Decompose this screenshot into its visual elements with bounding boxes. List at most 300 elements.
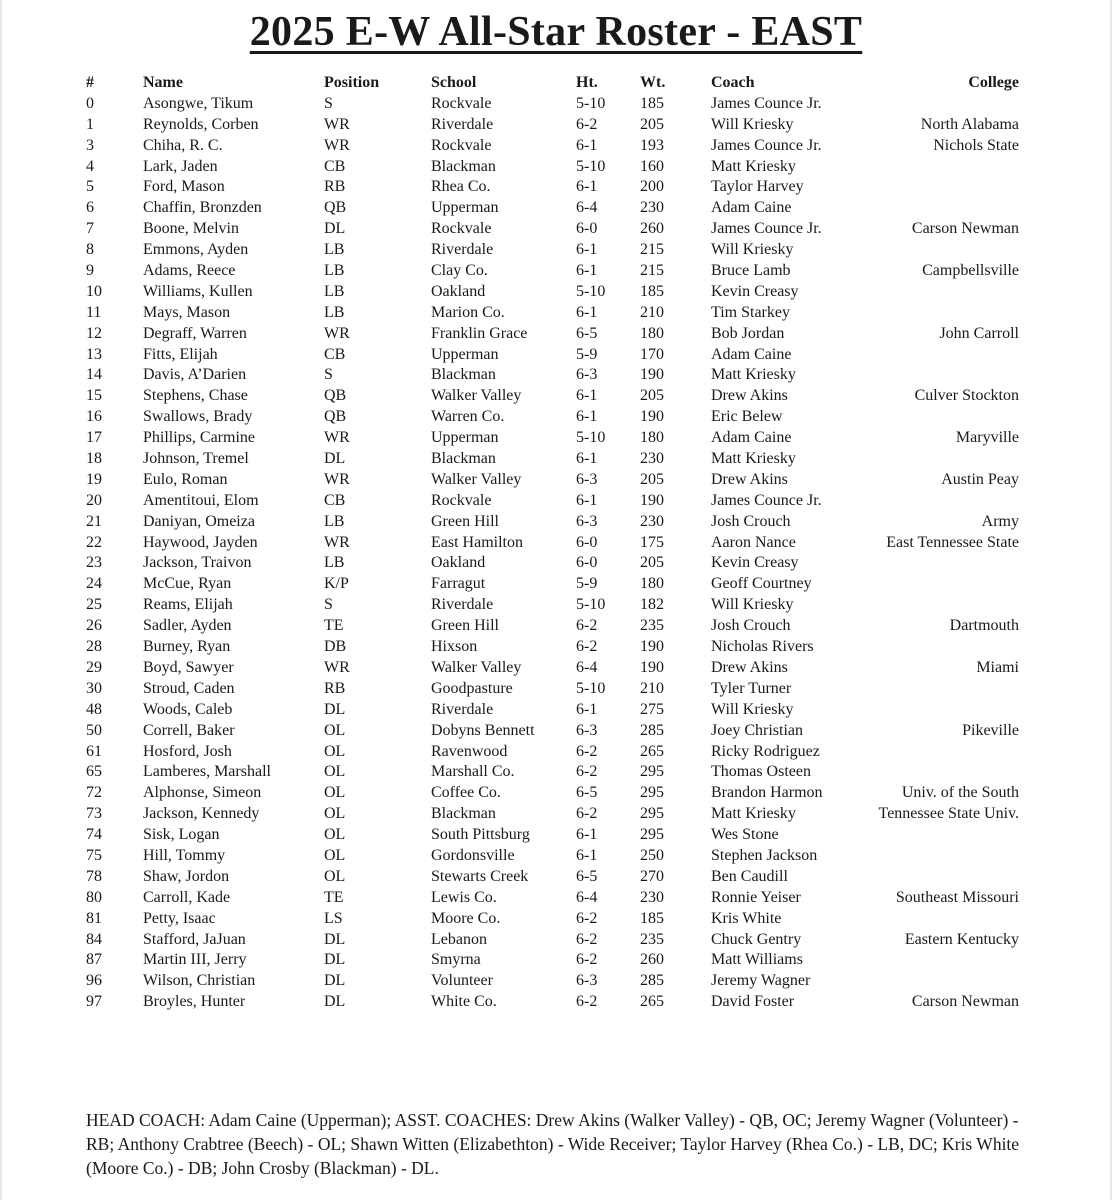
table-row xyxy=(0,198,1112,219)
player-height: 6-1 xyxy=(576,136,598,154)
player-coach: Wes Stone xyxy=(711,826,779,844)
player-school: Marion Co. xyxy=(431,303,505,321)
player-coach: Kris White xyxy=(711,909,782,927)
player-number: 14 xyxy=(86,366,102,384)
player-number: 48 xyxy=(86,700,102,718)
player-school: Warren Co. xyxy=(431,408,505,426)
player-position: DB xyxy=(324,638,347,656)
player-name: Jackson, Traivon xyxy=(143,554,252,572)
player-number: 0 xyxy=(86,94,94,112)
player-weight: 265 xyxy=(640,993,664,1011)
player-position: DL xyxy=(324,450,346,468)
player-school: Green Hill xyxy=(431,617,499,635)
player-school: Rockvale xyxy=(431,94,492,112)
table-row xyxy=(0,637,1112,658)
player-number: 50 xyxy=(86,721,102,739)
player-coach: Stephen Jackson xyxy=(711,846,818,864)
player-weight: 295 xyxy=(640,826,664,844)
player-school: Upperman xyxy=(431,345,499,363)
player-name: Stroud, Caden xyxy=(143,679,235,697)
player-height: 6-2 xyxy=(576,742,598,760)
player-position: LB xyxy=(324,512,345,530)
player-coach: Josh Crouch xyxy=(711,512,791,530)
player-college: Dartmouth xyxy=(949,617,1019,635)
player-height: 5-9 xyxy=(576,575,598,593)
table-row xyxy=(0,94,1112,115)
player-school: Blackman xyxy=(431,366,496,384)
player-school: East Hamilton xyxy=(431,533,523,551)
player-position: DL xyxy=(324,700,346,718)
player-college: Eastern Kentucky xyxy=(904,930,1019,948)
player-height: 6-2 xyxy=(576,115,598,133)
player-coach: Matt Kriesky xyxy=(711,450,796,468)
player-number: 17 xyxy=(86,429,102,447)
player-name: Fitts, Elijah xyxy=(143,345,218,363)
player-school: Walker Valley xyxy=(431,658,522,676)
player-position: OL xyxy=(324,805,346,823)
player-college: Austin Peay xyxy=(941,470,1019,488)
player-number: 19 xyxy=(86,470,102,488)
player-height: 6-1 xyxy=(576,387,598,405)
player-college: North Alabama xyxy=(920,115,1019,133)
player-name: Carroll, Kade xyxy=(143,888,231,906)
player-school: White Co. xyxy=(431,993,497,1011)
player-name: Amentitoui, Elom xyxy=(143,491,259,509)
player-name: Boyd, Sawyer xyxy=(143,658,234,676)
player-weight: 295 xyxy=(640,763,664,781)
player-name: Chaffin, Bronzden xyxy=(143,199,262,217)
player-position: WR xyxy=(324,533,350,551)
table-row xyxy=(0,971,1112,992)
player-college: Pikeville xyxy=(962,721,1019,739)
player-school: Volunteer xyxy=(431,972,493,990)
player-school: Rockvale xyxy=(431,136,492,154)
player-school: Riverdale xyxy=(431,700,494,718)
player-position: OL xyxy=(324,721,346,739)
player-weight: 205 xyxy=(640,115,664,133)
player-weight: 230 xyxy=(640,512,664,530)
player-school: Upperman xyxy=(431,199,499,217)
table-row xyxy=(0,679,1112,700)
player-name: McCue, Ryan xyxy=(143,575,232,593)
table-row xyxy=(0,219,1112,240)
player-college: John Carroll xyxy=(939,324,1019,342)
player-coach: Drew Akins xyxy=(711,658,788,676)
table-row xyxy=(0,345,1112,366)
player-college: Univ. of the South xyxy=(901,784,1019,802)
player-height: 6-1 xyxy=(576,262,598,280)
player-position: DL xyxy=(324,930,346,948)
player-position: LB xyxy=(324,554,345,572)
player-number: 30 xyxy=(86,679,102,697)
player-height: 6-2 xyxy=(576,763,598,781)
header-weight: Wt. xyxy=(640,74,666,91)
player-school: Oakland xyxy=(431,554,486,572)
player-college: Carson Newman xyxy=(911,220,1019,238)
player-school: Green Hill xyxy=(431,512,499,530)
table-row xyxy=(0,846,1112,867)
table-row xyxy=(0,553,1112,574)
player-height: 5-10 xyxy=(576,157,606,175)
table-row xyxy=(0,930,1112,951)
player-number: 7 xyxy=(86,220,94,238)
player-coach: Taylor Harvey xyxy=(711,178,804,196)
player-name: Boone, Melvin xyxy=(143,220,239,238)
player-college: East Tennessee State xyxy=(886,533,1019,551)
player-weight: 175 xyxy=(640,533,664,551)
player-number: 22 xyxy=(86,533,102,551)
player-coach: James Counce Jr. xyxy=(711,94,822,112)
player-number: 13 xyxy=(86,345,102,363)
player-position: DL xyxy=(324,972,346,990)
table-row xyxy=(0,407,1112,428)
table-row xyxy=(0,449,1112,470)
player-weight: 190 xyxy=(640,366,664,384)
player-coach: Josh Crouch xyxy=(711,617,791,635)
player-coach: Will Kriesky xyxy=(711,115,794,133)
player-position: CB xyxy=(324,345,346,363)
player-height: 6-4 xyxy=(576,199,598,217)
table-row xyxy=(0,867,1112,888)
player-weight: 230 xyxy=(640,888,664,906)
table-row xyxy=(0,324,1112,345)
table-row xyxy=(0,721,1112,742)
player-weight: 205 xyxy=(640,554,664,572)
player-position: LB xyxy=(324,303,345,321)
player-coach: Brandon Harmon xyxy=(711,784,823,802)
player-coach: Ben Caudill xyxy=(711,867,788,885)
table-row xyxy=(0,595,1112,616)
player-number: 23 xyxy=(86,554,102,572)
player-school: Riverdale xyxy=(431,115,494,133)
player-coach: Bob Jordan xyxy=(711,324,785,342)
player-weight: 285 xyxy=(640,972,664,990)
player-number: 24 xyxy=(86,575,102,593)
player-name: Emmons, Ayden xyxy=(143,241,249,259)
player-name: Correll, Baker xyxy=(143,721,235,739)
player-number: 25 xyxy=(86,596,102,614)
player-height: 6-4 xyxy=(576,888,598,906)
player-position: DL xyxy=(324,220,346,238)
player-school: Smyrna xyxy=(431,951,481,969)
player-school: Upperman xyxy=(431,429,499,447)
player-coach: Aaron Nance xyxy=(711,533,796,551)
player-name: Wilson, Christian xyxy=(143,972,256,990)
player-number: 96 xyxy=(86,972,102,990)
player-coach: Will Kriesky xyxy=(711,700,794,718)
player-weight: 182 xyxy=(640,596,664,614)
player-coach: Nicholas Rivers xyxy=(711,638,814,656)
player-height: 6-3 xyxy=(576,721,598,739)
page-title: 2025 E-W All-Star Roster - EAST xyxy=(249,9,863,55)
player-name: Alphonse, Simeon xyxy=(143,784,262,802)
player-height: 6-3 xyxy=(576,512,598,530)
header-coach: Coach xyxy=(711,74,755,91)
table-row xyxy=(0,533,1112,554)
player-number: 6 xyxy=(86,199,94,217)
player-coach: Adam Caine xyxy=(711,429,792,447)
player-school: Clay Co. xyxy=(431,262,488,280)
table-row xyxy=(0,491,1112,512)
player-school: Farragut xyxy=(431,575,486,593)
player-position: RB xyxy=(324,178,346,196)
player-name: Daniyan, Omeiza xyxy=(143,512,255,530)
player-weight: 295 xyxy=(640,784,664,802)
player-number: 87 xyxy=(86,951,102,969)
player-weight: 275 xyxy=(640,700,664,718)
player-height: 6-5 xyxy=(576,324,598,342)
player-height: 6-5 xyxy=(576,867,598,885)
player-height: 5-9 xyxy=(576,345,598,363)
player-coach: Thomas Osteen xyxy=(711,763,811,781)
player-position: OL xyxy=(324,867,346,885)
player-name: Hill, Tommy xyxy=(143,846,226,864)
player-college: Tennessee State Univ. xyxy=(878,805,1019,823)
player-position: OL xyxy=(324,826,346,844)
player-school: Oakland xyxy=(431,282,486,300)
player-number: 3 xyxy=(86,136,94,154)
player-weight: 250 xyxy=(640,846,664,864)
player-number: 75 xyxy=(86,846,102,864)
player-school: Coffee Co. xyxy=(431,784,501,802)
player-school: Moore Co. xyxy=(431,909,501,927)
player-school: South Pittsburg xyxy=(431,826,530,844)
player-school: Rockvale xyxy=(431,491,492,509)
table-row xyxy=(0,658,1112,679)
player-college: Army xyxy=(981,512,1019,530)
player-position: S xyxy=(324,596,333,614)
player-height: 6-1 xyxy=(576,178,598,196)
player-weight: 205 xyxy=(640,470,664,488)
player-height: 5-10 xyxy=(576,679,606,697)
player-number: 8 xyxy=(86,241,94,259)
player-position: CB xyxy=(324,157,346,175)
player-height: 6-2 xyxy=(576,617,598,635)
player-position: WR xyxy=(324,115,350,133)
header-name: Name xyxy=(143,74,183,91)
player-weight: 185 xyxy=(640,94,664,112)
table-row xyxy=(0,177,1112,198)
player-height: 5-10 xyxy=(576,94,606,112)
player-coach: James Counce Jr. xyxy=(711,491,822,509)
player-name: Shaw, Jordon xyxy=(143,867,230,885)
player-coach: Will Kriesky xyxy=(711,241,794,259)
player-coach: Bruce Lamb xyxy=(711,262,791,280)
player-height: 6-2 xyxy=(576,805,598,823)
table-row xyxy=(0,512,1112,533)
player-number: 26 xyxy=(86,617,102,635)
player-school: Lebanon xyxy=(431,930,487,948)
player-height: 6-1 xyxy=(576,826,598,844)
player-name: Sisk, Logan xyxy=(143,826,220,844)
player-school: Goodpasture xyxy=(431,679,513,697)
player-number: 61 xyxy=(86,742,102,760)
player-coach: Matt Kriesky xyxy=(711,366,796,384)
player-coach: Matt Williams xyxy=(711,951,803,969)
player-school: Riverdale xyxy=(431,241,494,259)
player-name: Ford, Mason xyxy=(143,178,225,196)
player-position: DL xyxy=(324,951,346,969)
player-weight: 160 xyxy=(640,157,664,175)
player-position: OL xyxy=(324,742,346,760)
player-coach: Jeremy Wagner xyxy=(711,972,811,990)
player-height: 6-2 xyxy=(576,909,598,927)
player-weight: 230 xyxy=(640,450,664,468)
player-school: Stewarts Creek xyxy=(431,867,529,885)
player-name: Hosford, Josh xyxy=(143,742,232,760)
player-school: Hixson xyxy=(431,638,478,656)
table-row xyxy=(0,470,1112,491)
table-row xyxy=(0,804,1112,825)
player-name: Johnson, Tremel xyxy=(143,450,249,468)
player-height: 6-1 xyxy=(576,700,598,718)
player-weight: 193 xyxy=(640,136,664,154)
player-school: Gordonsville xyxy=(431,846,515,864)
player-name: Haywood, Jayden xyxy=(143,533,258,551)
player-school: Lewis Co. xyxy=(431,888,497,906)
player-position: TE xyxy=(324,617,344,635)
player-college: Nichols State xyxy=(933,136,1019,154)
player-position: LB xyxy=(324,241,345,259)
player-number: 18 xyxy=(86,450,102,468)
player-number: 81 xyxy=(86,909,102,927)
player-weight: 185 xyxy=(640,909,664,927)
player-weight: 210 xyxy=(640,303,664,321)
player-position: QB xyxy=(324,199,347,217)
header-number: # xyxy=(86,74,94,91)
player-height: 6-2 xyxy=(576,993,598,1011)
player-height: 6-2 xyxy=(576,951,598,969)
player-number: 15 xyxy=(86,387,102,405)
player-weight: 180 xyxy=(640,575,664,593)
player-school: Blackman xyxy=(431,450,496,468)
header-college: College xyxy=(968,74,1019,91)
player-position: QB xyxy=(324,408,347,426)
header-position: Position xyxy=(324,74,380,91)
table-row xyxy=(0,157,1112,178)
player-weight: 170 xyxy=(640,345,664,363)
player-height: 6-2 xyxy=(576,638,598,656)
player-weight: 285 xyxy=(640,721,664,739)
player-number: 4 xyxy=(86,157,94,175)
roster-title-block xyxy=(0,8,1112,56)
player-name: Lark, Jaden xyxy=(143,157,218,175)
player-position: WR xyxy=(324,429,350,447)
player-height: 6-4 xyxy=(576,658,598,676)
player-number: 97 xyxy=(86,993,102,1011)
table-row xyxy=(0,261,1112,282)
player-coach: Drew Akins xyxy=(711,387,788,405)
player-school: Walker Valley xyxy=(431,387,522,405)
player-name: Adams, Reece xyxy=(143,262,236,280)
player-weight: 205 xyxy=(640,387,664,405)
player-school: Rhea Co. xyxy=(431,178,491,196)
player-coach: James Counce Jr. xyxy=(711,220,822,238)
player-height: 6-0 xyxy=(576,220,598,238)
player-position: LS xyxy=(324,909,343,927)
player-name: Stafford, JaJuan xyxy=(143,930,246,948)
coaching-staff-note: HEAD COACH: Adam Caine (Upperman); ASST. COACHES: Drew Akins (Walker Valley) - QB, OC; Jeremy Wagner (Volunteer) - RB; Anthony Crabtree (Beech) - OL; Shawn Witten (Elizabethton) - Wide Receiver; Taylor Harvey (Rhea Co.) - LB, DC; Kris White (Moore Co.) - DB; John Crosby (Blackman) - DL. xyxy=(86,1110,1020,1178)
player-weight: 200 xyxy=(640,178,664,196)
player-weight: 190 xyxy=(640,408,664,426)
player-number: 9 xyxy=(86,262,94,280)
player-height: 6-5 xyxy=(576,784,598,802)
player-school: Blackman xyxy=(431,805,496,823)
player-name: Petty, Isaac xyxy=(143,909,216,927)
player-coach: Eric Belew xyxy=(711,408,783,426)
player-weight: 190 xyxy=(640,638,664,656)
player-name: Phillips, Carmine xyxy=(143,429,255,447)
table-row xyxy=(0,365,1112,386)
player-position: WR xyxy=(324,136,350,154)
player-name: Burney, Ryan xyxy=(143,638,231,656)
player-name: Jackson, Kennedy xyxy=(143,805,260,823)
player-height: 5-10 xyxy=(576,282,606,300)
player-position: CB xyxy=(324,491,346,509)
table-row xyxy=(0,783,1112,804)
player-height: 6-1 xyxy=(576,408,598,426)
player-coach: Chuck Gentry xyxy=(711,930,802,948)
player-number: 80 xyxy=(86,888,102,906)
player-college: Southeast Missouri xyxy=(895,888,1019,906)
player-weight: 260 xyxy=(640,951,664,969)
player-name: Reams, Elijah xyxy=(143,596,233,614)
player-coach: Ronnie Yeiser xyxy=(711,888,801,906)
player-college: Maryville xyxy=(955,429,1019,447)
player-number: 21 xyxy=(86,512,102,530)
player-number: 12 xyxy=(86,324,102,342)
table-row xyxy=(0,909,1112,930)
player-name: Woods, Caleb xyxy=(143,700,233,718)
header-height: Ht. xyxy=(576,74,598,91)
player-position: RB xyxy=(324,679,346,697)
player-name: Sadler, Ayden xyxy=(143,617,232,635)
table-row xyxy=(0,742,1112,763)
player-coach: David Foster xyxy=(711,993,795,1011)
player-school: Rockvale xyxy=(431,220,492,238)
table-row xyxy=(0,136,1112,157)
player-number: 1 xyxy=(86,115,94,133)
player-coach: Adam Caine xyxy=(711,345,792,363)
player-coach: Matt Kriesky xyxy=(711,157,796,175)
player-coach: Adam Caine xyxy=(711,199,792,217)
player-number: 65 xyxy=(86,763,102,781)
player-name: Asongwe, Tikum xyxy=(143,94,254,112)
player-name: Williams, Kullen xyxy=(143,282,253,300)
roster-header-row xyxy=(0,73,1112,94)
player-number: 20 xyxy=(86,491,102,509)
header-school: School xyxy=(431,74,477,91)
player-position: S xyxy=(324,94,333,112)
player-weight: 260 xyxy=(640,220,664,238)
player-position: TE xyxy=(324,888,344,906)
player-number: 11 xyxy=(86,303,102,321)
player-position: LB xyxy=(324,262,345,280)
table-row xyxy=(0,240,1112,261)
player-position: WR xyxy=(324,324,350,342)
player-number: 16 xyxy=(86,408,102,426)
player-weight: 210 xyxy=(640,679,664,697)
player-height: 6-3 xyxy=(576,470,598,488)
player-name: Davis, A’Darien xyxy=(143,366,247,384)
player-number: 29 xyxy=(86,658,102,676)
player-coach: Tim Starkey xyxy=(711,303,790,321)
player-number: 5 xyxy=(86,178,94,196)
player-number: 73 xyxy=(86,805,102,823)
player-height: 6-3 xyxy=(576,366,598,384)
table-row xyxy=(0,386,1112,407)
player-number: 78 xyxy=(86,867,102,885)
